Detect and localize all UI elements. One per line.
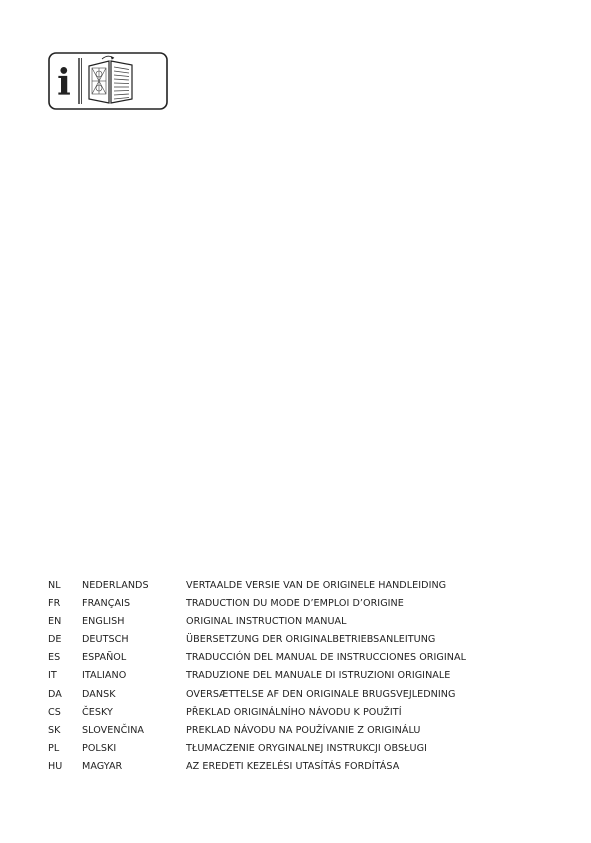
- manual-title: ORIGINAL INSTRUCTION MANUAL: [186, 616, 347, 628]
- manual-title: PREKLAD NÁVODU NA POUŽÍVANIE Z ORIGINÁLU: [186, 724, 421, 736]
- language-name: ESPAÑOL: [82, 652, 127, 664]
- language-code: CS: [48, 706, 61, 718]
- manual-title: AZ EREDETI KEZELÉSI UTASÍTÁS FORDÍTÁSA: [186, 760, 400, 772]
- language-code: EN: [48, 616, 62, 628]
- language-name: POLSKI: [82, 742, 117, 754]
- language-name: FRANÇAIS: [82, 598, 131, 610]
- language-row: [48, 761, 568, 779]
- manual-title: TŁUMACZENIE ORYGINALNEJ INSTRUKCJI OBSŁUGI: [186, 742, 427, 754]
- language-name: DEUTSCH: [82, 634, 129, 646]
- language-name: SLOVENČINA: [82, 724, 145, 736]
- manual-title: PŘEKLAD ORIGINÁLNÍHO NÁVODU K POUŽITÍ: [186, 706, 402, 718]
- language-name: DANSK: [82, 688, 116, 700]
- language-row: [48, 652, 568, 670]
- manual-title: TRADUCCIÓN DEL MANUAL DE INSTRUCCIONES ORIGINAL: [186, 652, 466, 664]
- language-code: PL: [48, 742, 60, 754]
- manual-title: TRADUCTION DU MODE D’EMPLOI D’ORIGINE: [186, 598, 404, 610]
- language-name: MAGYAR: [82, 760, 123, 772]
- language-code: FR: [48, 598, 61, 610]
- language-list: [48, 580, 568, 779]
- manual-title: OVERSÆTTELSE AF DEN ORIGINALE BRUGSVEJLEDNING: [186, 688, 456, 700]
- language-row: [48, 580, 568, 598]
- language-code: NL: [48, 580, 61, 591]
- language-code: DA: [48, 688, 62, 700]
- language-code: HU: [48, 760, 63, 772]
- language-name: ITALIANO: [82, 670, 127, 682]
- language-name: ENGLISH: [82, 616, 125, 628]
- language-code: IT: [48, 670, 57, 682]
- language-row: [48, 707, 568, 725]
- language-row: [48, 634, 568, 652]
- language-row: [48, 689, 568, 707]
- language-row: [48, 725, 568, 743]
- language-code: SK: [48, 724, 61, 736]
- manual-title: VERTAALDE VERSIE VAN DE ORIGINELE HANDLEIDING: [186, 580, 447, 591]
- language-name: ČESKY: [82, 706, 113, 718]
- language-row: [48, 670, 568, 688]
- language-name: NEDERLANDS: [82, 580, 149, 591]
- info-letter: i: [57, 62, 71, 104]
- language-code: DE: [48, 634, 62, 646]
- manual-title: ÜBERSETZUNG DER ORIGINALBETRIEBSANLEITUNG: [186, 634, 436, 646]
- read-manual-icon: [48, 52, 168, 110]
- language-row: [48, 743, 568, 761]
- language-row: [48, 616, 568, 634]
- manual-title: TRADUZIONE DEL MANUALE DI ISTRUZIONI ORIGINALE: [186, 670, 451, 682]
- language-code: ES: [48, 652, 61, 664]
- language-row: [48, 598, 568, 616]
